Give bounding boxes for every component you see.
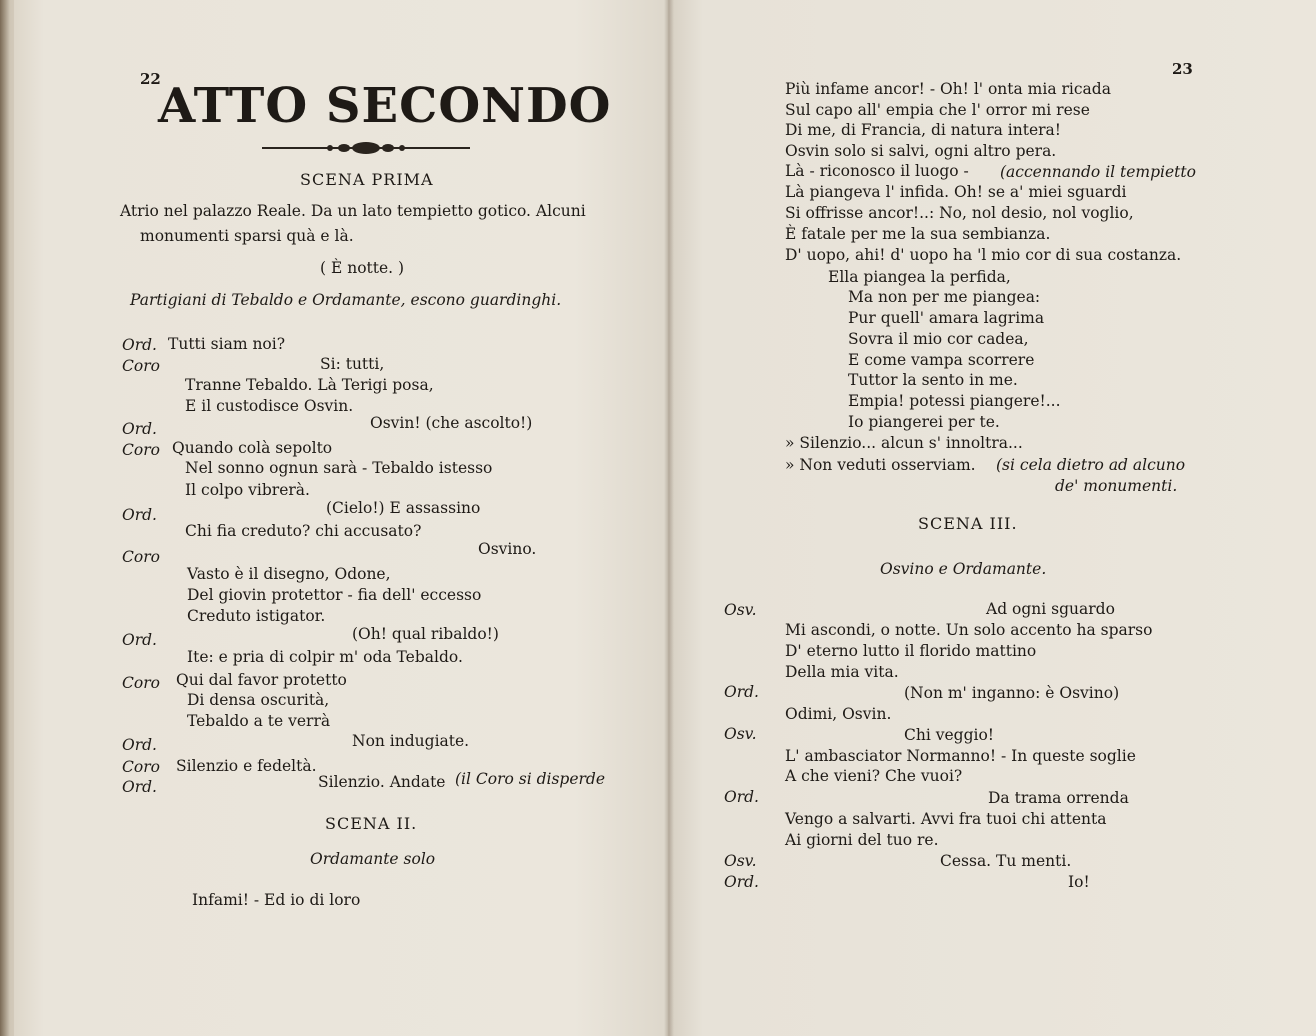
verse-line: Osvino. (478, 540, 537, 558)
aria-line: Pur quell' amara lagrima (848, 309, 1045, 327)
verse-line: Del giovin protettor - fia dell' eccesso (187, 586, 482, 604)
verse-line: Io! (1068, 873, 1090, 891)
verse-line: Quando colà sepolto (172, 439, 333, 457)
verse-line: Tebaldo a te verrà (187, 712, 331, 730)
verse-line: (Non m' inganno: è Osvino) (904, 684, 1120, 702)
stage-direction: (si cela dietro ad alcuno (996, 456, 1186, 474)
speaker: Ord. (122, 736, 157, 754)
speaker: Ord. (122, 778, 157, 796)
verse-line: Il colpo vibrerà. (185, 481, 310, 499)
book-gutter (664, 0, 674, 1036)
verse-line: » Non veduti osserviam. (785, 456, 976, 474)
setting-line-2: monumenti sparsi quà e là. (140, 227, 354, 245)
verse-line: Ai giorni del tuo re. (785, 831, 939, 849)
speaker: Osv. (724, 601, 757, 619)
night-direction: ( È notte. ) (320, 259, 405, 277)
verse-line: Qui dal favor protetto (176, 671, 347, 689)
speaker: Ord. (724, 683, 759, 701)
page-number-right: 23 (1172, 60, 1193, 78)
speaker: Ord. (122, 336, 157, 354)
verse-line: L' ambasciator Normanno! - In queste soglie (785, 747, 1136, 765)
verse-line: Infami! - Ed io di loro (192, 891, 361, 909)
aria-line: E come vampa scorrere (848, 351, 1035, 369)
verse-line: Ad ogni sguardo (986, 600, 1115, 618)
verse-line: Cessa. Tu menti. (940, 852, 1072, 870)
scene1-heading: SCENA PRIMA (300, 170, 434, 189)
speaker: Coro (122, 548, 160, 566)
verse-line: Non indugiate. (352, 732, 470, 750)
verse-line: Là piangeva l' infida. Oh! se a' miei sguardi (785, 183, 1127, 201)
aria-line: Ma non per me piangea: (848, 288, 1041, 306)
verse-line: Della mia vita. (785, 663, 899, 681)
verse-line: Si: tutti, (320, 355, 385, 373)
verse-line: Sul capo all' empia che l' orror mi rese (785, 101, 1090, 119)
speaker: Ord. (122, 420, 157, 438)
setting-line-1: Atrio nel palazzo Reale. Da un lato tempietto gotico. Alcuni (120, 202, 586, 220)
verse-line: D' uopo, ahi! d' uopo ha 'l mio cor di sua costanza. (785, 246, 1182, 264)
verse-line: Chi veggio! (904, 726, 995, 744)
stage-direction: (il Coro si disperde (455, 770, 606, 788)
verse-line: Vasto è il disegno, Odone, (187, 565, 391, 583)
page-number-left: 22 (140, 70, 161, 88)
verse-line: D' eterno lutto il florido mattino (785, 642, 1037, 660)
verse-line: Silenzio e fedeltà. (176, 757, 317, 775)
verse-line: Si offrisse ancor!..: No, nol desio, nol voglio, (785, 204, 1134, 222)
verse-line: A che vieni? Che vuoi? (785, 767, 963, 785)
aria-line: Ella piangea la perfida, (828, 268, 1011, 286)
speaker: Osv. (724, 852, 757, 870)
act-title: ATTO SECONDO (158, 78, 612, 134)
partisans-direction: Partigiani di Tebaldo e Ordamante, escono guardinghi. (130, 291, 562, 309)
verse-line: Odimi, Osvin. (785, 705, 892, 723)
aria-line: Tuttor la sento in me. (848, 371, 1018, 389)
verse-line: Creduto istigator. (187, 607, 326, 625)
verse-line: Da trama orrenda (988, 789, 1129, 807)
verse-line: » Silenzio... alcun s' innoltra... (785, 434, 1023, 452)
verse-line: Nel sonno ognun sarà - Tebaldo istesso (185, 459, 493, 477)
verse-line: Più infame ancor! - Oh! l' onta mia ricada (785, 80, 1111, 98)
verse-line: (Cielo!) E assassino (326, 499, 481, 517)
verse-line: E il custodisce Osvin. (185, 397, 354, 415)
speaker: Coro (122, 441, 160, 459)
speaker: Coro (122, 674, 160, 692)
verse-line: Mi ascondi, o notte. Un solo accento ha sparso (785, 621, 1153, 639)
scene3-cast: Osvino e Ordamante. (880, 560, 1047, 578)
speaker: Coro (122, 357, 160, 375)
scene2-cast: Ordamante solo (310, 850, 436, 868)
aria-line: Sovra il mio cor cadea, (848, 330, 1029, 348)
verse-line: Chi fia creduto? chi accusato? (185, 522, 422, 540)
scene3-heading: SCENA III. (918, 514, 1018, 533)
verse-line: Vengo a salvarti. Avvi fra tuoi chi attenta (785, 810, 1107, 828)
speaker: Osv. (724, 725, 757, 743)
verse-line: Di densa oscurità, (187, 691, 330, 709)
speaker: Ord. (724, 788, 759, 806)
aria-line: Empia! potessi piangere!... (848, 392, 1061, 410)
verse-line: Di me, di Francia, di natura intera! (785, 121, 1062, 139)
verse-line: Tranne Tebaldo. Là Terigi posa, (185, 376, 434, 394)
ornament-divider (262, 140, 470, 156)
aria-line: Io piangerei per te. (848, 413, 1000, 431)
verse-line: Là - riconosco il luogo - (785, 162, 969, 180)
stage-direction: (accennando il tempietto (1000, 163, 1196, 181)
verse-line: Osvin! (che ascolto!) (370, 414, 533, 432)
speaker: Ord. (122, 506, 157, 524)
scene2-heading: SCENA II. (325, 814, 418, 833)
verse-line: Ite: e pria di colpir m' oda Tebaldo. (187, 648, 463, 666)
verse-line: Silenzio. Andate (318, 773, 446, 791)
verse-line: Osvin solo si salvi, ogni altro pera. (785, 142, 1057, 160)
speaker: Ord. (122, 631, 157, 649)
speaker: Coro (122, 758, 160, 776)
speaker: Ord. (724, 873, 759, 891)
verse-line: Tutti siam noi? (168, 335, 286, 353)
verse-line: (Oh! qual ribaldo!) (352, 625, 499, 643)
verse-line: È fatale per me la sua sembianza. (785, 225, 1051, 243)
stage-direction: de' monumenti. (1055, 477, 1178, 495)
